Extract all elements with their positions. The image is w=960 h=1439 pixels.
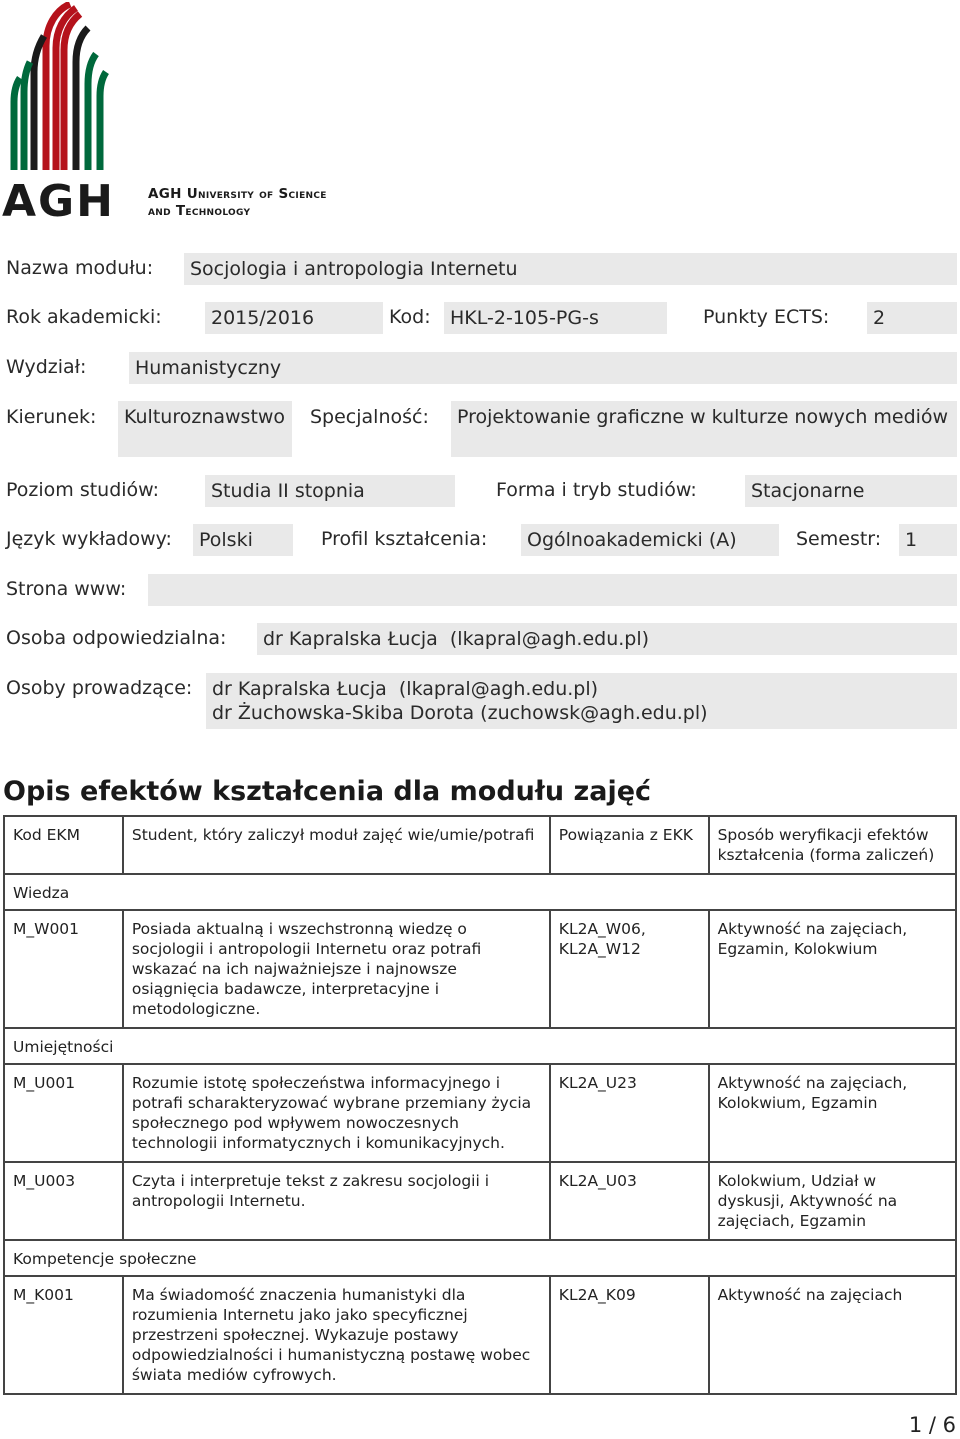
forma-studiow-label: Forma i tryb studiów: bbox=[496, 479, 697, 501]
agh-logo-line1: AGH University of Science bbox=[148, 186, 327, 202]
osoby-prowadzace-value bbox=[206, 673, 957, 729]
rok-akademicki-label: Rok akademicki: bbox=[6, 306, 162, 328]
poziom-studiow-value: Studia II stopnia bbox=[205, 475, 455, 507]
wydzial-value: Humanistyczny bbox=[129, 352, 957, 384]
profil-label: Profil kształcenia: bbox=[321, 528, 488, 550]
jezyk-value: Polski bbox=[193, 524, 293, 556]
osoba-odpowiedzialna-value: dr Kapralska Łucja (lkapral@agh.edu.pl) bbox=[257, 623, 957, 655]
category-row-umiejetnosci bbox=[4, 1028, 956, 1064]
osoba-odpowiedzialna-label: Osoba odpowiedzialna: bbox=[6, 627, 227, 649]
osoby-prowadzace-label: Osoby prowadzące: bbox=[6, 677, 193, 699]
header-opis: Student, który zaliczył moduł zajęć wie/umie/potrafi bbox=[123, 816, 550, 874]
category-row-kompetencje bbox=[4, 1240, 956, 1276]
row-weryfikacja: Kolokwium, Udział w dyskusji, Aktywność na zajęciach, Egzamin bbox=[709, 1162, 956, 1240]
semestr-value: 1 bbox=[899, 524, 957, 556]
row-kod: M_K001 bbox=[4, 1276, 123, 1394]
category-label: Kompetencje społeczne bbox=[4, 1240, 956, 1276]
rok-akademicki-value: 2015/2016 bbox=[205, 302, 383, 334]
specjalnosc-value: Projektowanie graficzne w kulturze nowych mediów bbox=[451, 401, 957, 457]
kod-label: Kod: bbox=[389, 306, 431, 328]
row-weryfikacja: Aktywność na zajęciach, Kolokwium, Egzamin bbox=[709, 1064, 956, 1162]
table-row bbox=[4, 1064, 956, 1162]
agh-logo-emblem-icon bbox=[4, 2, 116, 170]
row-kod: M_U001 bbox=[4, 1064, 123, 1162]
kierunek-label: Kierunek: bbox=[6, 406, 97, 428]
row-opis: Ma świadomość znaczenia humanistyki dla rozumienia Internetu jako jako specyficznej przestrzeni społecznej. Wykazuje postawy odpowiedzialności i humanistyczną postawę wobec świata mediów cyfrowych. bbox=[123, 1276, 550, 1394]
profil-value: Ogólnoakademicki (A) bbox=[521, 524, 779, 556]
page-number: 1 / 6 bbox=[908, 1413, 956, 1437]
row-ekk: KL2A_W06, KL2A_W12 bbox=[550, 910, 709, 1028]
prowadzacy-2: dr Żuchowska-Skiba Dorota (zuchowsk@agh.edu.pl) bbox=[212, 702, 708, 724]
row-weryfikacja: Aktywność na zajęciach bbox=[709, 1276, 956, 1394]
table-header-row bbox=[4, 816, 956, 874]
prowadzacy-1: dr Kapralska Łucja (lkapral@agh.edu.pl) bbox=[212, 678, 599, 700]
punkty-ects-value: 2 bbox=[867, 302, 957, 334]
kierunek-value: Kulturoznawstwo bbox=[118, 401, 292, 457]
header-weryfikacja: Sposób weryfikacji efektów kształcenia (forma zaliczeń) bbox=[709, 816, 956, 874]
jezyk-label: Język wykładowy: bbox=[6, 528, 172, 550]
row-opis: Posiada aktualną i wszechstronną wiedzę o socjologii i antropologii Internetu oraz potrafi wskazać na ich najważniejsze i najnowsze osiągnięcia badawcze, interpretacyjne i metodologiczne. bbox=[123, 910, 550, 1028]
row-ekk: KL2A_U23 bbox=[550, 1064, 709, 1162]
efekty-table bbox=[3, 815, 957, 1395]
punkty-ects-label: Punkty ECTS: bbox=[703, 306, 830, 328]
row-kod: M_W001 bbox=[4, 910, 123, 1028]
category-label: Wiedza bbox=[4, 874, 956, 910]
nazwa-modulu-value: Socjologia i antropologia Internetu bbox=[184, 253, 957, 285]
nazwa-modulu-label: Nazwa modułu: bbox=[6, 257, 154, 279]
category-label: Umiejętności bbox=[4, 1028, 956, 1064]
section-title: Opis efektów kształcenia dla modułu zajęć bbox=[3, 776, 652, 807]
header-ekk: Powiązania z EKK bbox=[550, 816, 709, 874]
wydzial-label: Wydział: bbox=[6, 356, 87, 378]
row-kod: M_U003 bbox=[4, 1162, 123, 1240]
header-kod: Kod EKM bbox=[4, 816, 123, 874]
poziom-studiow-label: Poziom studiów: bbox=[6, 479, 160, 501]
table-row bbox=[4, 910, 956, 1028]
kod-value: HKL-2-105-PG-s bbox=[444, 302, 667, 334]
specjalnosc-label: Specjalność: bbox=[310, 406, 429, 428]
agh-logo-letters: AGH bbox=[2, 176, 115, 227]
strona-www-label: Strona www: bbox=[6, 578, 127, 600]
semestr-label: Semestr: bbox=[796, 528, 882, 550]
forma-studiow-value: Stacjonarne bbox=[745, 475, 957, 507]
row-opis: Rozumie istotę społeczeństwa informacyjnego i potrafi scharakteryzować wybrane przemiany życia społecznego pod wpływem nowoczesnych technologii informatycznych i komunikacyjnych. bbox=[123, 1064, 550, 1162]
row-ekk: KL2A_K09 bbox=[550, 1276, 709, 1394]
row-weryfikacja: Aktywność na zajęciach, Egzamin, Kolokwium bbox=[709, 910, 956, 1028]
agh-logo-name bbox=[148, 186, 327, 220]
strona-www-value bbox=[148, 574, 957, 606]
category-row-wiedza bbox=[4, 874, 956, 910]
table-row bbox=[4, 1276, 956, 1394]
agh-logo-line2: and Technology bbox=[148, 203, 251, 219]
row-ekk: KL2A_U03 bbox=[550, 1162, 709, 1240]
table-row bbox=[4, 1162, 956, 1240]
row-opis: Czyta i interpretuje tekst z zakresu socjologii i antropologii Internetu. bbox=[123, 1162, 550, 1240]
